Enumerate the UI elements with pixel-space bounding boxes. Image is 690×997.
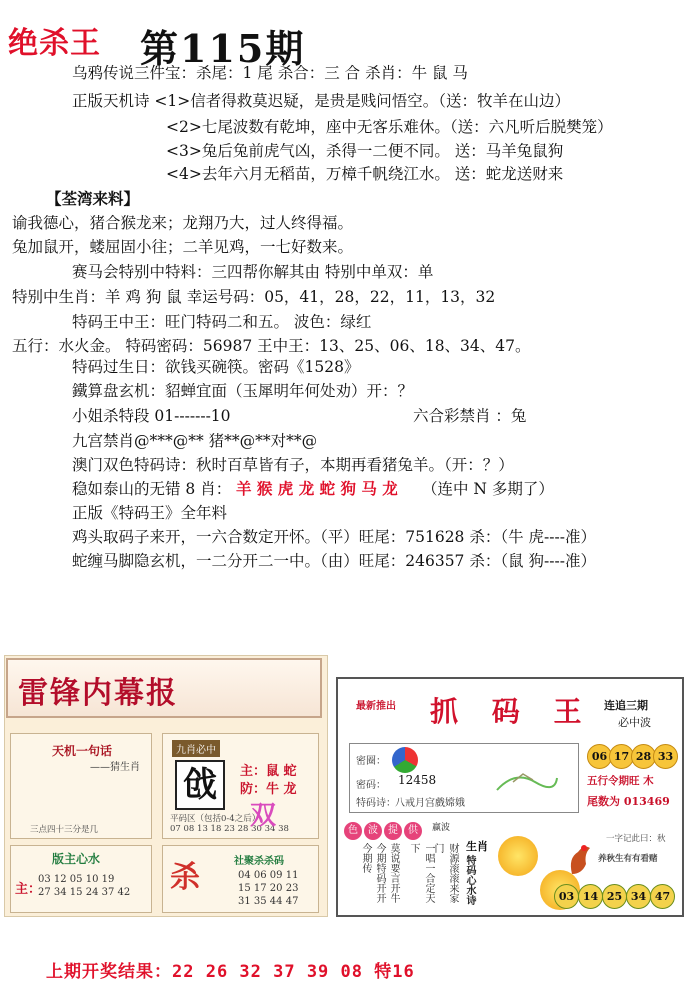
jieduan-label: 赢波 xyxy=(432,823,451,833)
text-line-17: 九宫禁肖@***@** 猪**@**对**@ xyxy=(72,432,318,450)
text-line-2: 正版天机诗 <1>信者得救莫迟疑，是贵是贱问悟空。（送：牧羊在山边） xyxy=(72,92,571,110)
color-tag-1: 色 xyxy=(344,822,362,840)
pinghu-label: 平码区（包括0-4之后） xyxy=(170,814,261,824)
banzhu-nums-2: 27 34 15 24 37 42 xyxy=(38,887,131,898)
last-result-label: 上期开奖结果： xyxy=(46,962,172,982)
issue-title: 第115期 xyxy=(140,26,306,71)
tema-shi-label: 特码诗： xyxy=(356,798,396,809)
sun-icon-1 xyxy=(498,836,538,876)
rooster-icon xyxy=(564,838,594,878)
shehui-nums-2: 15 17 20 23 xyxy=(238,883,299,894)
bottom-ball-3: 25 xyxy=(602,884,627,909)
vertical-text-2: 今期特码开开 xyxy=(374,843,385,903)
mima-label: 密码： xyxy=(356,780,386,791)
text-line-13: 特码过生日：欲钱买碗筷。密码《1528》 xyxy=(72,358,360,376)
text-line-14: 鐵算盘玄机：貂蝉宜面（玉犀明年何处劝）开：？ xyxy=(72,382,414,400)
text-line-3: <2>七尾波数有乾坤，座中无客乐难休。（送：六凡听后脱樊笼） xyxy=(166,118,613,136)
leifeng-title: 雷锋内幕报 xyxy=(18,676,178,711)
banzhu-title: 版主心水 xyxy=(52,852,101,866)
tema-shi: 八戒月宫戲嫦娥 xyxy=(395,798,465,809)
shehui-nums-3: 31 35 44 47 xyxy=(238,896,299,907)
big-char: 戗 xyxy=(175,760,225,810)
bottom-ball-4: 34 xyxy=(626,884,651,909)
text-line-18: 澳门双色特码诗：秋时百草皆有子，本期再看猪兔羊。（开：？） xyxy=(72,456,514,474)
text-line-15: 小姐杀特段 01-------10 xyxy=(72,407,231,425)
last-result-numbers: 22 26 32 37 39 08 特16 xyxy=(172,962,415,982)
bottom-ball-1: 03 xyxy=(554,884,579,909)
text-line-12: 五行：水火金。 特码密码：56987 王中王：13、25、06、18、34、47。 xyxy=(12,337,531,355)
mima-value: 12458 xyxy=(398,773,437,787)
banzhu-nums-1: 03 12 05 10 19 xyxy=(38,874,115,885)
bizhong-label: 必中波 xyxy=(618,716,651,729)
section-heading: 【荃湾来料】 xyxy=(46,189,140,208)
zhu-label: 主： xyxy=(15,882,42,897)
text-line-9: 赛马会特别中特料：三四帮你解其由 特别中单双：单 xyxy=(72,263,434,281)
top-ball-2: 17 xyxy=(609,744,634,769)
text-line-19: 稳如泰山的无错 8 肖： xyxy=(72,480,232,498)
yizi-line: 一字记此曰：秋 xyxy=(606,834,666,844)
jiuxiao-label: 九肖必中 xyxy=(172,740,220,757)
vertical-text-3: 莫说要言开牛 xyxy=(388,843,399,903)
color-tag-4: 供 xyxy=(404,822,422,840)
tianji-sub: ——猜生肖 xyxy=(90,762,140,773)
pinghu-numbers: 07 08 13 18 23 28 30 34 38 xyxy=(170,824,289,834)
zhuamawang-title: 抓 码 王 xyxy=(430,695,594,728)
zuixin-label: 最新推出 xyxy=(356,701,396,712)
weishu-line: 尾数为 013469 xyxy=(587,795,670,808)
logo-text: 绝杀王 xyxy=(8,26,101,61)
color-tag-3: 提 xyxy=(384,822,402,840)
color-tags xyxy=(344,818,424,840)
bottom-ball-5: 47 xyxy=(650,884,675,909)
tema-xinshui: 特码心水诗 xyxy=(464,855,475,905)
bottom-ball-2: 14 xyxy=(578,884,603,909)
text-line-5: <4>去年六月无稻苗，万樟千帆绕江水。 送：蛇龙送财来 xyxy=(166,165,564,183)
zhu-shengxiao: 主：鼠 蛇 xyxy=(240,764,297,779)
tianji-small: 三点四十三分是几 xyxy=(30,825,99,835)
shengxiao-label: 生肖 xyxy=(466,840,488,853)
top-ball-4: 33 xyxy=(653,744,678,769)
text-line-8: 兔加鼠开，蝼屈固小往；二羊见鸡，一七好数来。 xyxy=(12,238,354,256)
shehui-title: 社聚杀杀码 xyxy=(234,856,284,867)
text-line-20: 正版《特码王》全年料 xyxy=(72,504,228,522)
tianji-title: 天机一句话 xyxy=(52,744,113,758)
shehui-nums-1: 04 06 09 11 xyxy=(238,870,299,881)
text-line-21: 鸡头取码子来开，一六合数定开怀。（平）旺尾：751628 杀：（牛 虎----准） xyxy=(72,528,596,546)
text-line-22: 蛇缠马脚隐玄机，一二分开二一中。（由）旺尾：246357 杀：（鼠 狗----准） xyxy=(72,552,596,570)
lianzhui-label: 连追三期 xyxy=(604,699,648,712)
shuang-char: 双 xyxy=(250,801,277,831)
mima-circle-label: 密圈： xyxy=(356,756,386,767)
last-result xyxy=(46,957,415,982)
yizi-line-2: 养秋生有有看赌 xyxy=(598,854,658,864)
text-line-10: 特别中生肖：羊 鸡 狗 鼠 幸运号码：05，41，28，22，11，13，32 xyxy=(12,288,496,306)
vertical-text-5: 财源滚滚来家门 xyxy=(432,843,458,903)
color-tag-2: 波 xyxy=(364,822,382,840)
landscape-image xyxy=(495,760,559,800)
text-line-11: 特码王中王：旺门特码二和五。 波色：绿红 xyxy=(72,313,372,331)
text-line-16: 六合彩禁肖 ：兔 xyxy=(413,407,527,425)
vertical-text-4: 一唱一合定天下 xyxy=(408,843,434,903)
wuxing-line: 五行令期旺 木 xyxy=(587,775,654,787)
top-ball-3: 28 xyxy=(631,744,656,769)
fang-shengxiao: 防：牛 龙 xyxy=(240,782,297,797)
text-line-19-suffix: （连中 N 多期了） xyxy=(422,480,554,498)
top-ball-1: 06 xyxy=(587,744,612,769)
vertical-text-1: 今期传 xyxy=(360,843,371,873)
sha-char: 杀 xyxy=(170,860,200,895)
text-line-7: 谕我德心，猪合猴龙来；龙翔乃大，过人终得福。 xyxy=(12,214,354,232)
highlight-zodiacs: 羊 猴 虎 龙 蛇 狗 马 龙 xyxy=(236,479,398,498)
color-wheel-icon xyxy=(392,747,418,773)
text-line-4: <3>兔后兔前虎气凶，杀得一二便不同。 送：马羊兔鼠狗 xyxy=(166,142,564,160)
text-line-1: 乌鸦传说三件宝：杀尾：1 尾 杀合：三 合 杀肖：牛 鼠 马 xyxy=(72,64,468,82)
